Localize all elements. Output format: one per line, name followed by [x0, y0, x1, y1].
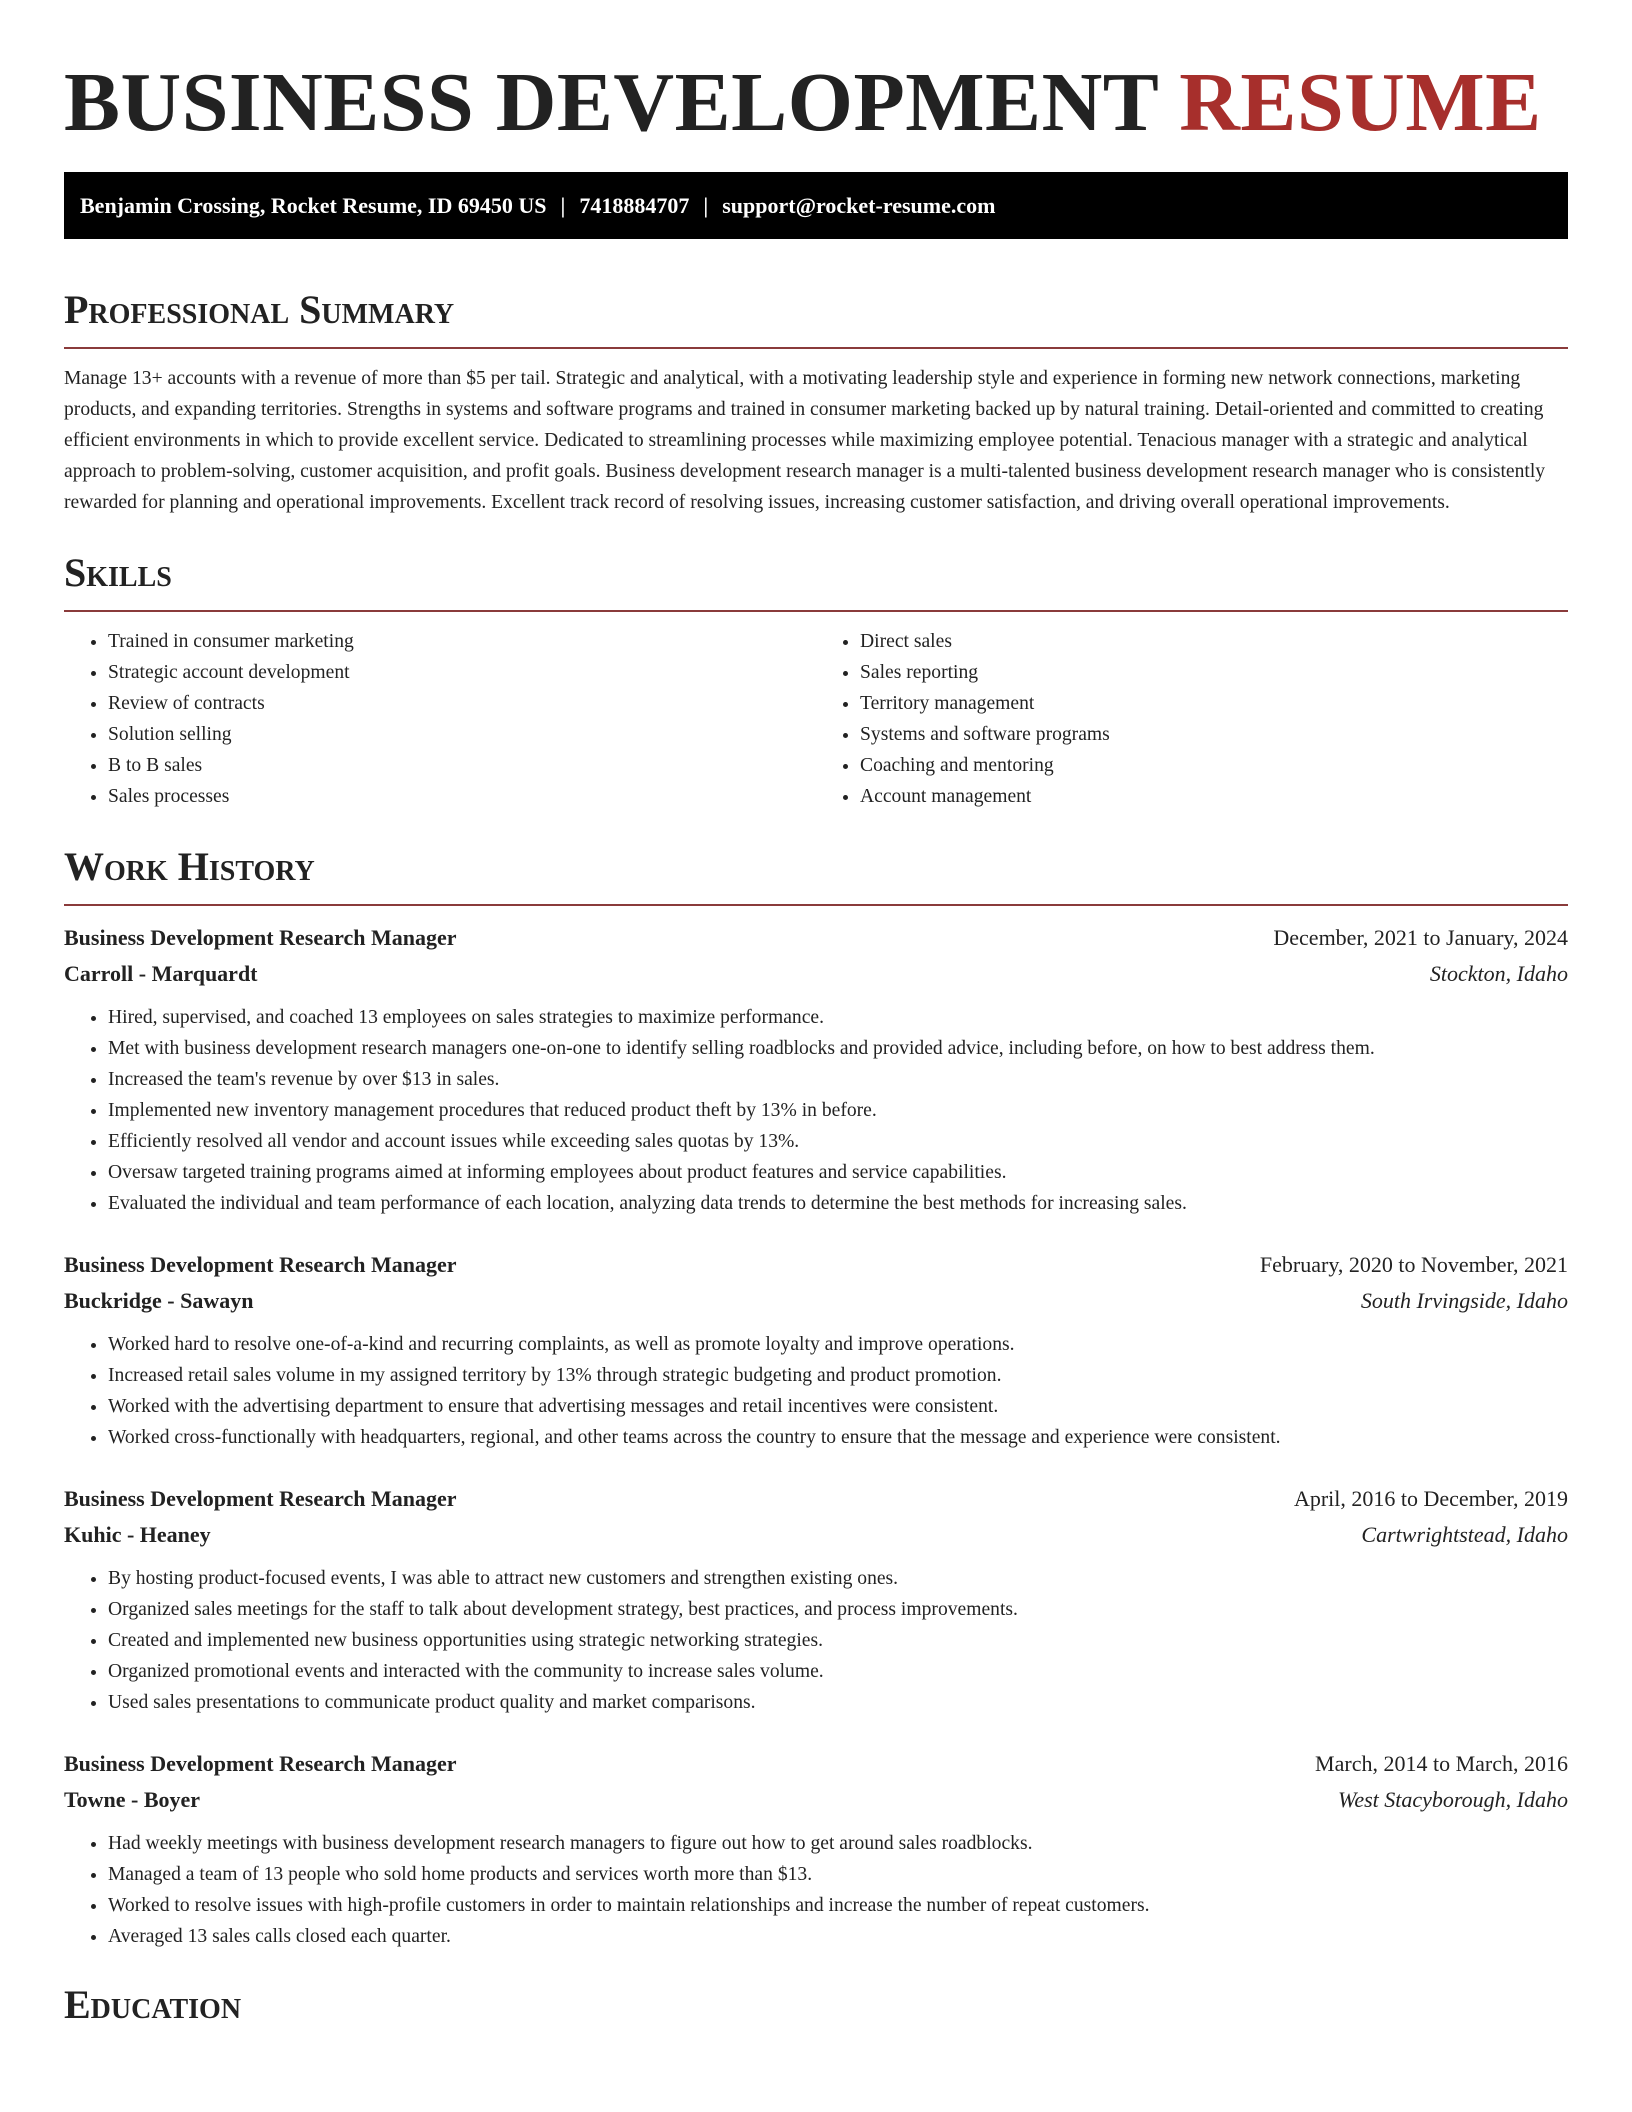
work-history-section [64, 842, 1568, 1952]
resume-page [64, 0, 1568, 2030]
job-bullet: • Organized sales meetings for the staff to talk about development strategy, best practices, and process improvements. [108, 1594, 1568, 1625]
job-bullets [64, 1828, 1568, 1952]
section-divider [64, 347, 1568, 349]
job-bullet: • Worked hard to resolve one-of-a-kind and recurring complaints, as well as promote loyalty and improve operations. [108, 1329, 1568, 1360]
job-title: Business Development Research Manager [64, 1751, 457, 1776]
job-company: Kuhic - Heaney [64, 1522, 211, 1547]
job-company-row [64, 1517, 1568, 1553]
job-location: Cartwrightstead, Idaho [1361, 1522, 1568, 1547]
job-entry [64, 1746, 1568, 1952]
resume-title [64, 0, 1568, 148]
job-location: West Stacyborough, Idaho [1338, 1787, 1568, 1812]
skills-list-right [816, 626, 1568, 812]
job-location: South Irvingside, Idaho [1360, 1288, 1568, 1313]
job-dates: April, 2016 to December, 2019 [1293, 1486, 1568, 1511]
skills-section [64, 548, 1568, 812]
job-title: Business Development Research Manager [64, 1252, 457, 1277]
title-main: BUSINESS DEVELOPMENT [64, 56, 1158, 149]
job-company: Carroll - Marquardt [64, 961, 258, 986]
job-title: Business Development Research Manager [64, 1486, 457, 1511]
job-bullet: • Used sales presentations to communicate product quality and market comparisons. [108, 1687, 1568, 1718]
job-header-row [64, 1481, 1568, 1517]
job-entry [64, 1247, 1568, 1453]
job-company: Towne - Boyer [64, 1787, 201, 1812]
skill-item: • Trained in consumer marketing [108, 626, 816, 657]
job-bullet: • Had weekly meetings with business development research managers to figure out how to get around sales roadblocks. [108, 1828, 1568, 1859]
skill-item: • Sales reporting [860, 657, 1568, 688]
contact-phone: 7418884707 [579, 193, 690, 218]
job-bullet: • Oversaw targeted training programs aimed at informing employees about product features and service capabilities. [108, 1157, 1568, 1188]
skill-item: • Strategic account development [108, 657, 816, 688]
job-bullets [64, 1002, 1568, 1219]
contact-bar [64, 172, 1568, 239]
skills-columns [64, 626, 1568, 812]
job-bullets [64, 1563, 1568, 1718]
job-bullet: • By hosting product-focused events, I was able to attract new customers and strengthen existing ones. [108, 1563, 1568, 1594]
contact-address: Benjamin Crossing, Rocket Resume, ID 69450 US [80, 193, 547, 218]
skill-item: • Territory management [860, 688, 1568, 719]
job-bullet: • Implemented new inventory management procedures that reduced product theft by 13% in before. [108, 1095, 1568, 1126]
job-company-row [64, 956, 1568, 992]
job-bullet: • Increased retail sales volume in my assigned territory by 13% through strategic budgeting and product promotion. [108, 1360, 1568, 1391]
job-header-row [64, 1746, 1568, 1782]
job-bullet: • Organized promotional events and interacted with the community to increase sales volume. [108, 1656, 1568, 1687]
job-dates: December, 2021 to January, 2024 [1273, 925, 1568, 950]
job-dates: March, 2014 to March, 2016 [1315, 1751, 1568, 1776]
title-accent: RESUME [1179, 56, 1542, 149]
section-heading-education: Education [64, 1982, 242, 2027]
job-location: Stockton, Idaho [1429, 961, 1568, 986]
contact-separator: | [560, 193, 566, 218]
job-bullet: • Worked cross-functionally with headquarters, regional, and other teams across the country to ensure that the message and experience were consistent. [108, 1422, 1568, 1453]
job-bullets [64, 1329, 1568, 1453]
job-bullet: • Increased the team's revenue by over $13 in sales. [108, 1064, 1568, 1095]
job-bullet: • Evaluated the individual and team performance of each location, analyzing data trends to determine the best methods for increasing sales. [108, 1188, 1568, 1219]
job-bullet: • Created and implemented new business opportunities using strategic networking strategies. [108, 1625, 1568, 1656]
job-bullet: • Averaged 13 sales calls closed each quarter. [108, 1921, 1568, 1952]
skill-item: • Solution selling [108, 719, 816, 750]
job-bullet: • Efficiently resolved all vendor and account issues while exceeding sales quotas by 13%. [108, 1126, 1568, 1157]
job-entry [64, 1481, 1568, 1718]
contact-email: support@rocket-resume.com [722, 193, 996, 218]
job-company: Buckridge - Sawayn [64, 1288, 254, 1313]
job-bullet: • Worked with the advertising department to ensure that advertising messages and retail incentives were consistent. [108, 1391, 1568, 1422]
skill-item: • Coaching and mentoring [860, 750, 1568, 781]
job-bullet: • Managed a team of 13 people who sold home products and services worth more than $13. [108, 1859, 1568, 1890]
section-heading-summary: Professional Summary [64, 287, 455, 332]
skills-list-left [64, 626, 816, 812]
job-header-row [64, 1247, 1568, 1283]
job-company-row [64, 1283, 1568, 1319]
skill-item: • Direct sales [860, 626, 1568, 657]
skill-item: • Account management [860, 781, 1568, 812]
job-header-row [64, 920, 1568, 956]
section-divider [64, 610, 1568, 612]
job-dates: February, 2020 to November, 2021 [1259, 1252, 1568, 1277]
skill-item: • B to B sales [108, 750, 816, 781]
job-entry [64, 920, 1568, 1219]
job-bullet: • Hired, supervised, and coached 13 employees on sales strategies to maximize performance. [108, 1002, 1568, 1033]
job-company-row [64, 1782, 1568, 1818]
job-title: Business Development Research Manager [64, 925, 457, 950]
summary-section [64, 285, 1568, 518]
section-heading-skills: Skills [64, 550, 172, 595]
summary-text: Manage 13+ accounts with a revenue of more than $5 per tail. Strategic and analytical, with a motivating leadership style and experience in forming new network connections, marketing products, and expanding territories. Strengths in systems and software programs and trained in consumer marketing backed up by natural training. Detail-oriented and committed to creating efficient environments in which to provide excellent service. Dedicated to streamlining processes while maximizing employee potential. Tenacious manager with a strategic and analytical approach to problem-solving, customer acquisition, and profit goals. Business development research manager is a multi-talented business development research manager who is consistently rewarded for planning and operational improvements. Excellent track record of resolving issues, increasing customer satisfaction, and driving overall operational improvements. [64, 368, 1546, 513]
skill-item: • Sales processes [108, 781, 816, 812]
contact-separator: | [703, 193, 709, 218]
education-section [64, 1980, 1568, 2030]
section-heading-work-history: Work History [64, 844, 315, 889]
section-divider [64, 904, 1568, 906]
job-bullet: • Worked to resolve issues with high-profile customers in order to maintain relationships and increase the number of repeat customers. [108, 1890, 1568, 1921]
skill-item: • Review of contracts [108, 688, 816, 719]
job-bullet: • Met with business development research managers one-on-one to identify selling roadblocks and provided advice, including before, on how to best address them. [108, 1033, 1568, 1064]
skill-item: • Systems and software programs [860, 719, 1568, 750]
